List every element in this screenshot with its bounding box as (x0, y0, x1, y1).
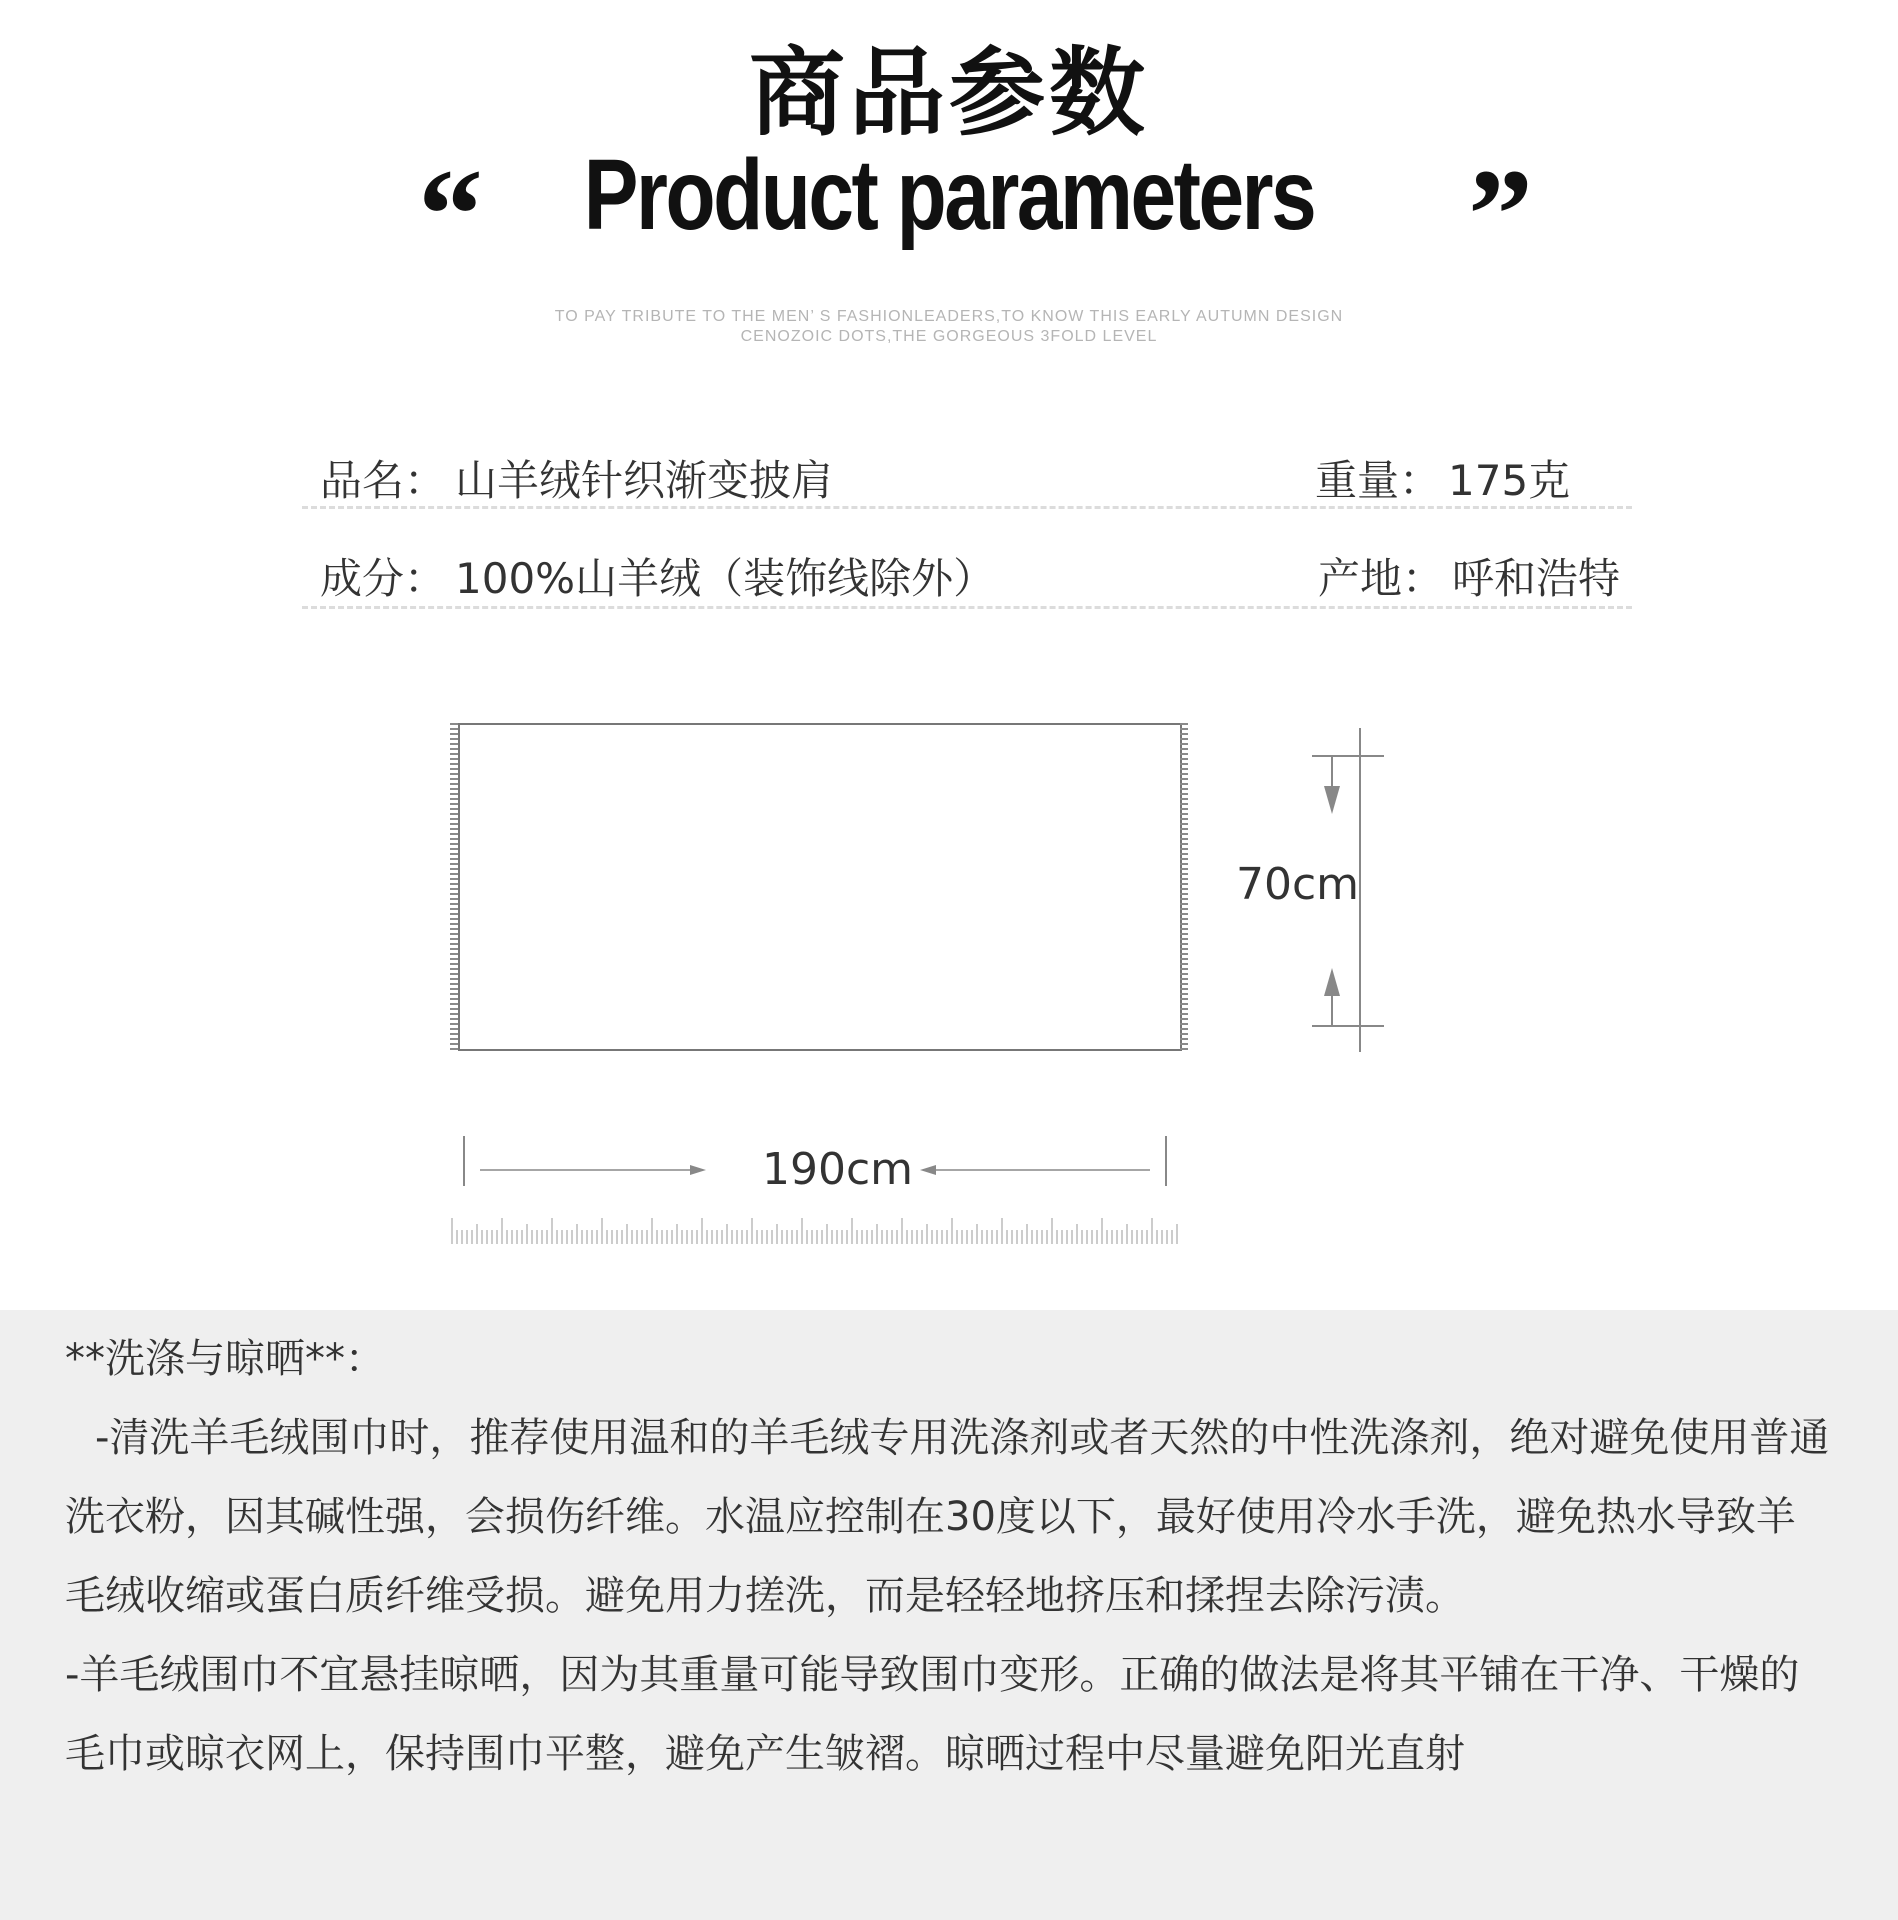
spec-origin-label: 产地： (1318, 554, 1445, 603)
spec-composition-label: 成分： (320, 554, 447, 603)
close-quote-mark: ” (1468, 143, 1533, 287)
care-paragraph-drying: -羊毛绒围巾不宜悬挂晾晒，因为其重量可能导致围巾变形。正确的做法是将其平铺在干净、干燥的毛巾或晾衣网上，保持围巾平整，避免产生皱褶。晾晒过程中尽量避免阳光直射 (65, 1652, 1800, 1777)
shawl-fringe-right (1180, 723, 1188, 1051)
care-paragraph-washing: -清洗羊毛绒围巾时，推荐使用温和的羊毛绒专用洗涤剂或者天然的中性洗涤剂，绝对避免使用普通洗衣粉，因其碱性强，会损伤纤维。水温应控制在30度以下，最好使用冷水手洗，避免热水导致羊毛绒收缩或蛋白质纤维受损。避免用力搓洗，而是轻轻地挤压和揉捏去除污渍。 (65, 1415, 1830, 1619)
ruler-scale (450, 1216, 1180, 1246)
care-instructions (65, 1320, 1835, 1794)
spec-divider-2 (302, 606, 1632, 609)
spec-divider-1 (302, 506, 1632, 509)
height-dimension-label: 70cm (1236, 859, 1360, 910)
spec-name-value: 山羊绒针织渐变披肩 (455, 456, 834, 505)
tribute-text-line-2: CENOZOIC DOTS,THE GORGEOUS 3FOLD LEVEL (740, 328, 1158, 345)
width-dimension-label: 190cm (762, 1144, 914, 1195)
spec-weight-value: 175克 (1448, 456, 1571, 505)
page-subtitle: Product parameters (583, 139, 1315, 251)
shawl-outline (458, 723, 1182, 1051)
care-heading: **洗涤与晾晒**： (65, 1336, 385, 1382)
page-title: 商品参数 (749, 37, 1149, 149)
spec-weight-label: 重量： (1315, 456, 1442, 505)
spec-composition-value: 100%山羊绒（装饰线除外） (455, 554, 996, 603)
shawl-fringe-left (450, 723, 458, 1051)
tribute-text-line-1: TO PAY TRIBUTE TO THE MEN’ S FASHIONLEADERS,TO KNOW THIS EARLY AUTUMN DESIGN (554, 308, 1344, 325)
spec-name-label: 品名： (320, 456, 447, 505)
open-quote-mark: “ (418, 143, 483, 287)
spec-origin-value: 呼和浩特 (1452, 554, 1621, 603)
